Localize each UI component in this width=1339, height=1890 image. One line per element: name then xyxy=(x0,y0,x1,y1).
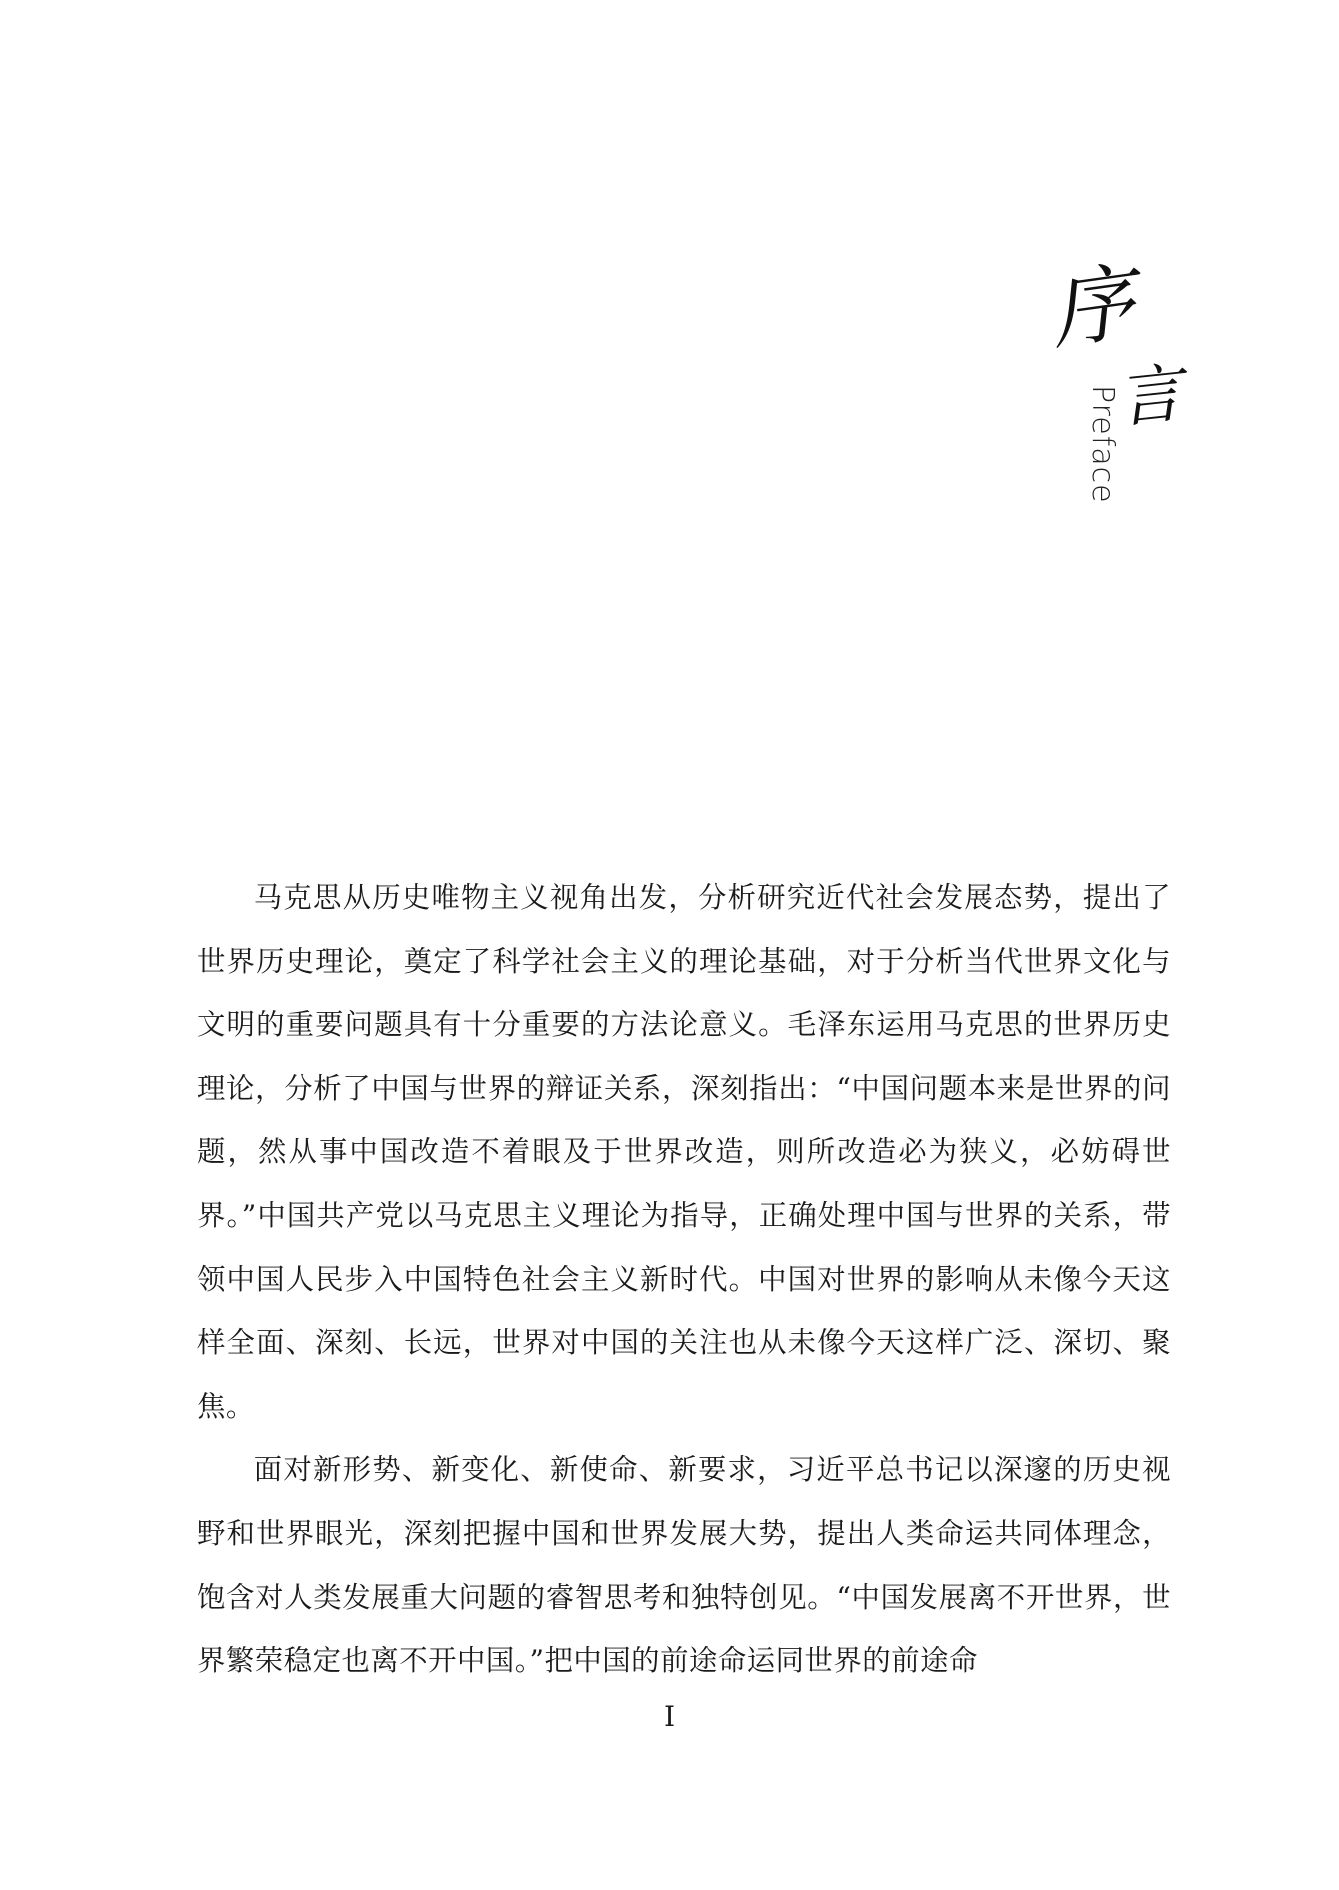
heading-char-yan: 言 xyxy=(1114,356,1186,438)
body-text xyxy=(197,866,1171,1693)
heading-english: Preface xyxy=(1085,385,1120,504)
preface-heading xyxy=(1040,252,1200,515)
heading-char-xu: 序 xyxy=(1043,252,1141,362)
paragraph-2: 面对新形势、新变化、新使命、新要求，习近平总书记以深邃的历史视野和世界眼光，深刻把握中国和世界发展大势，提出人类命运共同体理念，饱含对人类发展重大问题的睿智思考和独特创见。“中国发展离不开世界，世界繁荣稳定也离不开中国。”把中国的前途命运同世界的前途命 xyxy=(197,1453,1171,1678)
paragraph-1: 马克思从历史唯物主义视角出发，分析研究近代社会发展态势，提出了世界历史理论，奠定了科学社会主义的理论基础，对于分析当代世界文化与文明的重要问题具有十分重要的方法论意义。毛泽东运用马克思的世界历史理论，分析了中国与世界的辩证关系，深刻指出：“中国问题本来是世界的问题，然从事中国改造不着眼及于世界改造，则所改造必为狭义，必妨碍世界。”中国共产党以马克思主义理论为指导，正确处理中国与世界的关系，带领中国人民步入中国特色社会主义新时代。中国对世界的影响从未像今天这样全面、深刻、长远，世界对中国的关注也从未像今天这样广泛、深切、聚焦。 xyxy=(197,881,1171,1423)
page-number: I xyxy=(663,1700,676,1733)
